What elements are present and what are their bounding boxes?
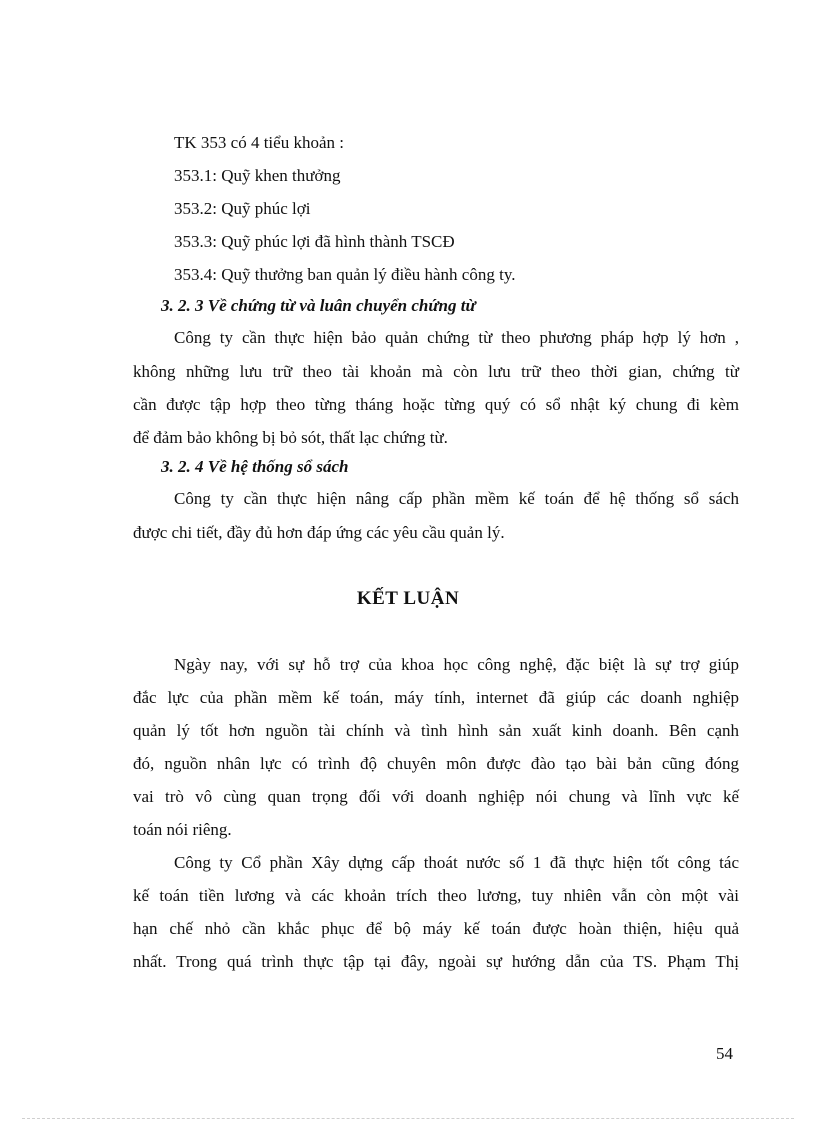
page-number: 54	[716, 1044, 733, 1063]
page-bottom-rule	[22, 1118, 794, 1119]
body-line: toán nói riêng.	[133, 820, 232, 839]
body-line: kế toán tiền lương và các khoản trích theo lương, tuy nhiên vẫn còn một vài	[133, 886, 739, 905]
body-line: không những lưu trữ theo tài khoản mà còn lưu trữ theo thời gian, chứng từ	[133, 362, 739, 381]
body-line: đắc lực của phần mềm kế toán, máy tính, internet đã giúp các doanh nghiệp	[133, 688, 739, 707]
body-line: được chi tiết, đầy đủ hơn đáp ứng các yêu cầu quản lý.	[133, 523, 505, 542]
sub-account-item: 353.4: Quỹ thưởng ban quản lý điều hành công ty.	[174, 265, 516, 284]
body-line: Công ty cần thực hiện bảo quản chứng từ theo phương pháp hợp lý hơn ,	[174, 328, 739, 347]
body-line: đó, nguồn nhân lực có trình độ chuyên môn được đào tạo bài bản cũng đóng	[133, 754, 739, 773]
sub-account-item: 353.2: Quỹ phúc lợi	[174, 199, 311, 218]
section-heading-documents: 3. 2. 3 Về chứng từ và luân chuyển chứng từ	[161, 296, 476, 315]
body-line: Công ty Cổ phần Xây dựng cấp thoát nước số 1 đã thực hiện tốt công tác	[174, 853, 739, 872]
section-heading-bookkeeping: 3. 2. 4 Về hệ thống sổ sách	[161, 457, 349, 476]
body-line: để đảm bảo không bị bỏ sót, thất lạc chứng từ.	[133, 428, 448, 447]
body-line: vai trò vô cùng quan trọng đối với doanh nghiệp nói chung và lĩnh vực kế	[133, 787, 739, 806]
sub-account-item: 353.3: Quỹ phúc lợi đã hình thành TSCĐ	[174, 232, 455, 251]
body-line: Công ty cần thực hiện nâng cấp phần mềm kế toán để hệ thống sổ sách	[174, 489, 739, 508]
body-line: Ngày nay, với sự hỗ trợ của khoa học công nghệ, đặc biệt là sự trợ giúp	[174, 655, 739, 674]
conclusion-title: KẾT LUẬN	[356, 588, 460, 609]
account-intro: TK 353 có 4 tiểu khoản :	[174, 133, 344, 152]
sub-account-item: 353.1: Quỹ khen thưởng	[174, 166, 341, 185]
body-line: nhất. Trong quá trình thực tập tại đây, ngoài sự hướng dẫn của TS. Phạm Thị	[133, 952, 739, 971]
body-line: quản lý tốt hơn nguồn tài chính và tình hình sản xuất kinh doanh. Bên cạnh	[133, 721, 739, 740]
body-line: hạn chế nhỏ cần khắc phục để bộ máy kế toán được hoàn thiện, hiệu quả	[133, 919, 739, 938]
body-line: cần được tập hợp theo từng tháng hoặc từng quý có sổ nhật ký chung đi kèm	[133, 395, 739, 414]
